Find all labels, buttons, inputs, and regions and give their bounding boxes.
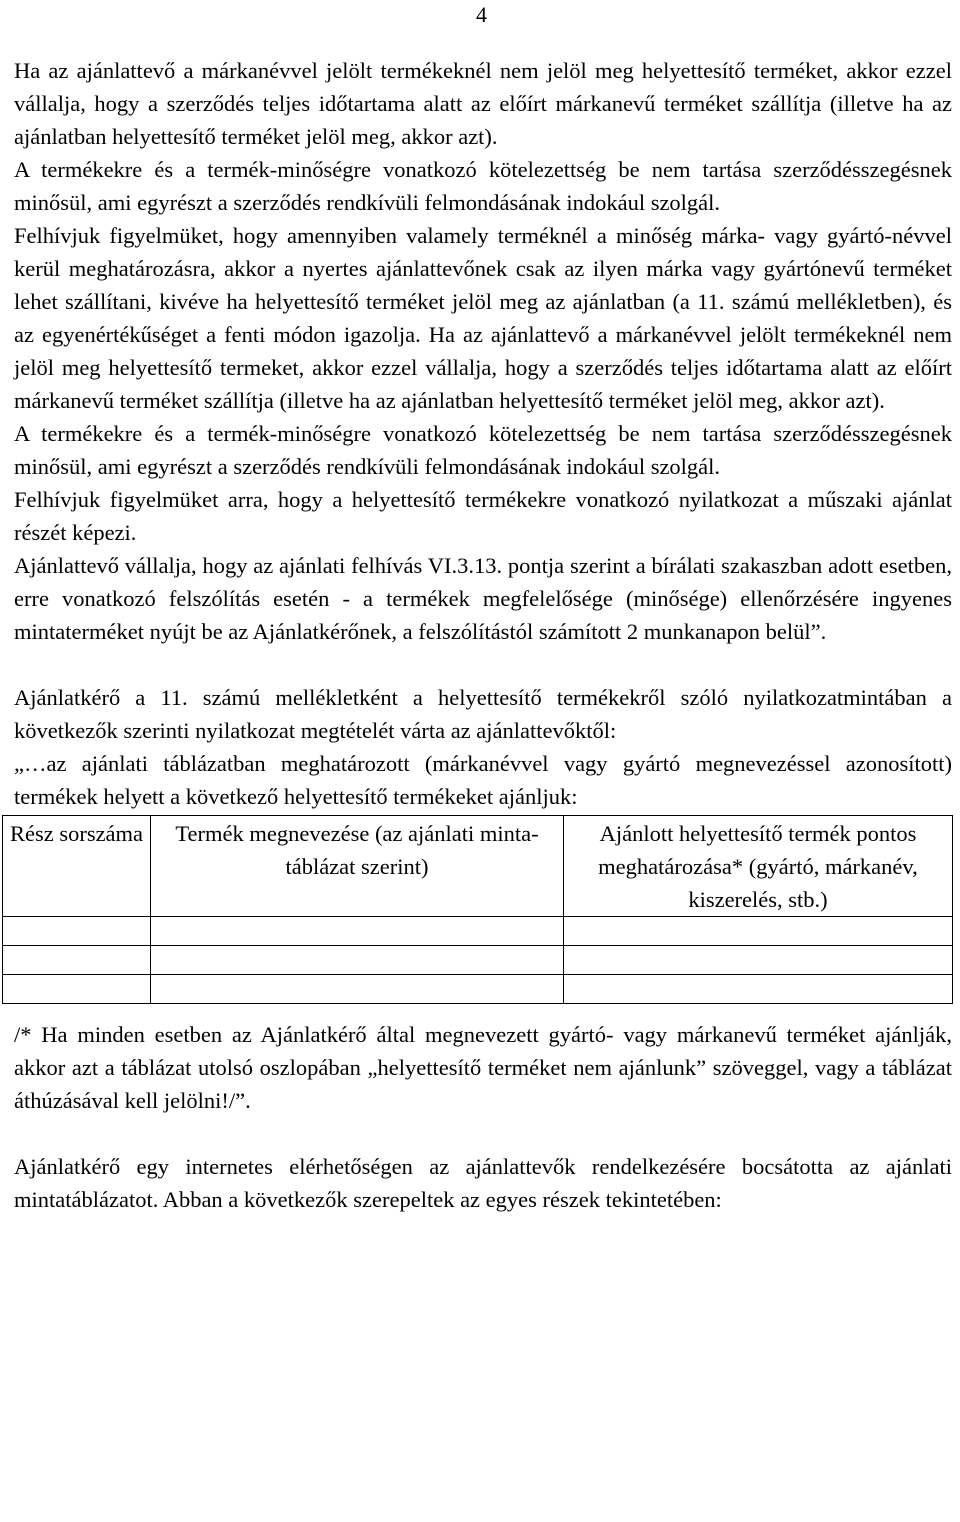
- intro-paragraph: Ajánlatkérő a 11. számú mellékletként a helyettesítő termékekről szóló nyilatkozatmintában a következők szerinti nyilatkozat megtételét várta az ajánlattevőktől:: [14, 685, 952, 743]
- document-body: [9, 54, 952, 1216]
- footnote-paragraph: /* Ha minden esetben az Ajánlatkérő által megnevezett gyártó- vagy márkanevű terméket ajánlják, akkor azt a táblázat utolsó oszlopában „helyettesítő terméket nem ajánlunk” szöveggel, vagy a táblázat áthúzásával kell jelölni!/”.: [14, 1022, 952, 1113]
- table-cell: [564, 975, 953, 1004]
- paragraph: Felhívjuk figyelmüket, hogy amennyiben valamely terméknél a minőség márka- vagy gyártó-névvel kerül meghatározásra, akkor a nyertes ajánlattevőnek csak az ilyen márka vagy gyártónevű terméket lehet szállítani, kivéve ha helyettesítő terméket jelöl meg az ajánlatban (a 11. számú mellékletben), és az egyenértékűséget a fenti módon igazolja. Ha az ajánlattevő a márkanévvel jelölt termékeknél nem jelöl meg helyettesítő termeket, akkor ezzel vállalja, hogy a szerződés teljes időtartama alatt az előírt márkanevű terméket szállítja (illetve ha az ajánlatban helyettesítő terméket jelöl meg, akkor azt).: [14, 223, 952, 413]
- spacer: [14, 648, 952, 681]
- header-part-number: Rész sorszáma: [3, 816, 151, 917]
- table-header-row: [3, 816, 953, 917]
- final-paragraph: Ajánlatkérő egy internetes elérhetőségen az ajánlattevők rendelkezésére bocsátotta az ajánlati mintatáblázatot. Abban a következők szerepeltek az egyes részek tekintetében:: [14, 1154, 952, 1212]
- table-cell: [151, 946, 564, 975]
- paragraph: Ajánlattevő vállalja, hogy az ajánlati felhívás VI.3.13. pontja szerint a bírálati szakaszban adott esetben, erre vonatkozó felszólítás esetén - a termékek megfelelősége (minősége) ellenőrzésére ingyenes mintaterméket nyújt be az Ajánlatkérőnek, a felszólítástól számított 2 munkanapon belül”.: [14, 553, 952, 644]
- spacer: [14, 1004, 952, 1018]
- table-row: [3, 946, 953, 975]
- substitute-products-table: [2, 815, 953, 1004]
- header-substitute-product: Ajánlott helyettesítő termék pontos meghatározása* (gyártó, márkanév, kiszerelés, stb.): [564, 816, 953, 917]
- paragraph: Ha az ajánlattevő a márkanévvel jelölt termékeknél nem jelöl meg helyettesítő terméket, akkor ezzel vállalja, hogy a szerződés teljes időtartama alatt az előírt márkanevű terméket szállítja (illetve ha az ajánlatban helyettesítő terméket jelöl meg, akkor azt).: [14, 58, 952, 149]
- paragraph: Felhívjuk figyelmüket arra, hogy a helyettesítő termékekre vonatkozó nyilatkozat a műszaki ajánlat részét képezi.: [14, 487, 952, 545]
- table-cell: [151, 975, 564, 1004]
- quote-paragraph: „…az ajánlati táblázatban meghatározott (márkanévvel vagy gyártó megnevezéssel azonosított) termékek helyett a következő helyettesítő termékeket ajánljuk:: [14, 751, 952, 809]
- table-cell: [151, 917, 564, 946]
- table-cell: [564, 917, 953, 946]
- spacer: [14, 1117, 952, 1150]
- page-number: 4: [476, 2, 487, 27]
- table-cell: [3, 946, 151, 975]
- header-product-name: Termék megnevezése (az ajánlati minta-táblázat szerint): [151, 816, 564, 917]
- paragraph: A termékekre és a termék-minőségre vonatkozó kötelezettség be nem tartása szerződésszegésnek minősül, ami egyrészt a szerződés rendkívüli felmondásának indokául szolgál.: [14, 421, 952, 479]
- paragraph: A termékekre és a termék-minőségre vonatkozó kötelezettség be nem tartása szerződésszegésnek minősül, ami egyrészt a szerződés rendkívüli felmondásának indokául szolgál.: [14, 157, 952, 215]
- table-cell: [564, 946, 953, 975]
- table-row: [3, 917, 953, 946]
- table-row: [3, 975, 953, 1004]
- table-cell: [3, 917, 151, 946]
- table-cell: [3, 975, 151, 1004]
